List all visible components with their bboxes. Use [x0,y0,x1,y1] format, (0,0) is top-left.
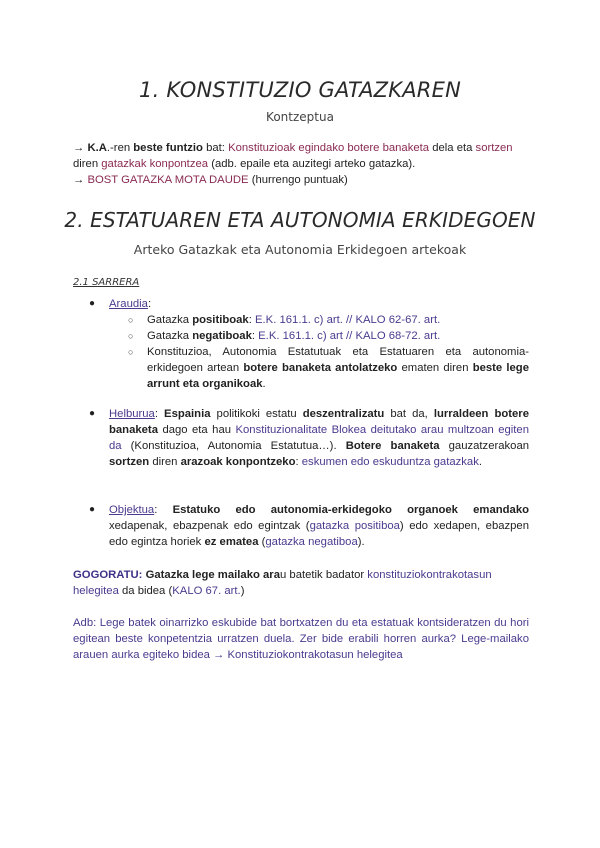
list-item-helburua [89,406,530,470]
arrow-glyph: → [73,142,85,154]
helburua-link[interactable]: Helburua [109,408,155,420]
text: da bidea ( [122,585,173,597]
gogoratu-label: GOGORATU: [73,569,143,581]
beste-funtzio: beste funtzio [133,142,203,154]
section-1-subtitle: Kontzeptua [266,110,334,124]
bold-text: arazoak konpontzeko [180,456,296,468]
text: bat: [206,142,225,154]
gatazka-negatiboa-link[interactable]: gatazka negatiboa [265,536,358,548]
bold-text: beste lege arrunt eta organikoak [147,362,529,390]
circle-bullet-icon: ○ [128,347,134,357]
sarrera-heading: 2.1 SARRERA [73,277,140,288]
text: : [248,314,252,326]
reference-link[interactable]: E.K. 161.1. c) art // KALO 68-72. art. [258,330,441,342]
text: . [478,456,483,468]
text: (Konstituzioa, Autonomia Estatutua…). [130,440,337,452]
bold-text: Gatazka lege mailako ara [145,569,280,581]
ka-abbrev: K.A [87,142,107,154]
bullet-icon: ● [89,408,96,419]
text: (adb. epaile eta auzitegi arteko gatazka). [211,158,416,170]
text: (hurrengo puntuak) [251,174,348,186]
circle-bullet-icon: ○ [128,331,134,341]
text: : [154,504,158,516]
bullet-icon: ● [89,504,96,515]
list-item-araudia [89,296,529,312]
text: politikoki estatu [216,408,297,420]
konstituzionalitate-blokea-link[interactable]: Konstituzionalitate Blokea deitutako arau multzoan egiten da [109,424,529,452]
text: xedapenak, ebazpenak edo egintzak ( [109,520,310,532]
text: : [295,456,299,468]
section-1-title: 1. KONSTITUZIO GATAZKAREN [139,78,461,102]
intro-paragraph [73,140,529,188]
text: : [251,330,255,342]
text: . [262,378,266,390]
sortzen-highlight: sortzen [475,142,513,154]
bold-text: Estatuko edo autonomia-erkidegoko organoek emandako [172,504,530,516]
adb-paragraph: Adb: Lege batek oinarrizko eskubide bat bortxatzen du eta estatuak kontsideratzen du hori egitean beste konpetentzia urratzen duela. Zer bide erabili horren aurka? Lege-mailako arauen aurka egiteko bidea → Konstituziokontrakotasun helegitea [73,617,529,661]
text: Konstituzioa, Autonomia Estatutuak eta Estatuaren eta autonomia-erkidegoen artean [147,346,529,374]
text: gauzatzerakoan [448,440,530,452]
text: diren [152,456,178,468]
text: bat da, [390,408,428,420]
objektua-link[interactable]: Objektua [109,504,155,516]
text: ) edo xedapen, ebazpen edo egintza horiek [109,520,530,548]
helegitea-link[interactable]: konstituziokontrakotasun helegitea [73,569,492,597]
araudia-subitem [128,328,529,344]
bold-text: Botere banaketa [345,440,440,452]
araudia-subitem [128,344,529,392]
araudia-subitem [128,312,529,328]
text: diren [73,158,99,170]
text: Gatazka [147,314,190,326]
gogoratu-paragraph [73,567,529,599]
text: ematen diren [401,362,469,374]
circle-bullet-icon: ○ [128,315,134,325]
bold-text: botere banaketa antolatzeko [243,362,398,374]
text: : [147,298,152,310]
list-item-objektua [89,502,530,550]
section-2-title: 2. ESTATUAREN ETA AUTONOMIA ERKIDEGOEN [64,208,536,232]
text: dela eta [432,142,473,154]
arrow-glyph: → [73,174,85,186]
araudia-link[interactable]: Araudia [109,298,148,310]
reference-link[interactable]: E.K. 161.1. c) art. // KALO 62-67. art. [255,314,441,326]
bullet-icon: ● [89,298,96,309]
positiboak: positiboak [192,314,249,326]
bold-text: ez ematea [204,536,259,548]
gatazka-positiboa-link[interactable]: gatazka positiboa [309,520,400,532]
kalo-link[interactable]: KALO 67. art. [172,585,241,597]
negatiboak: negatiboak [192,330,252,342]
bold-text: deszentralizatu [302,408,385,420]
text: ) [240,585,245,597]
text: Gatazka [147,330,190,342]
text: ). [357,536,365,548]
eskumen-link[interactable]: eskumen edo eskuduntza gatazkak [301,456,479,468]
konstituzio-highlight: Konstituzioak egindako botere banaketa [228,142,430,154]
bold-text: lurraldeen botere banaketa [109,408,529,436]
text: dago eta hau [162,424,232,436]
bold-text: Espainia [164,408,211,420]
text: : [154,408,158,420]
text: ( [261,536,266,548]
text: .-ren [106,142,131,154]
bold-text: sortzen [109,456,150,468]
text: u batetik badator [279,569,365,581]
gatazkak-highlight: gatazkak konpontzea [101,158,209,170]
bost-gatazka: BOST GATAZKA MOTA DAUDE [87,174,249,186]
section-2-subtitle: Arteko Gatazkak eta Autonomia Erkidegoen artekoak [133,242,467,257]
